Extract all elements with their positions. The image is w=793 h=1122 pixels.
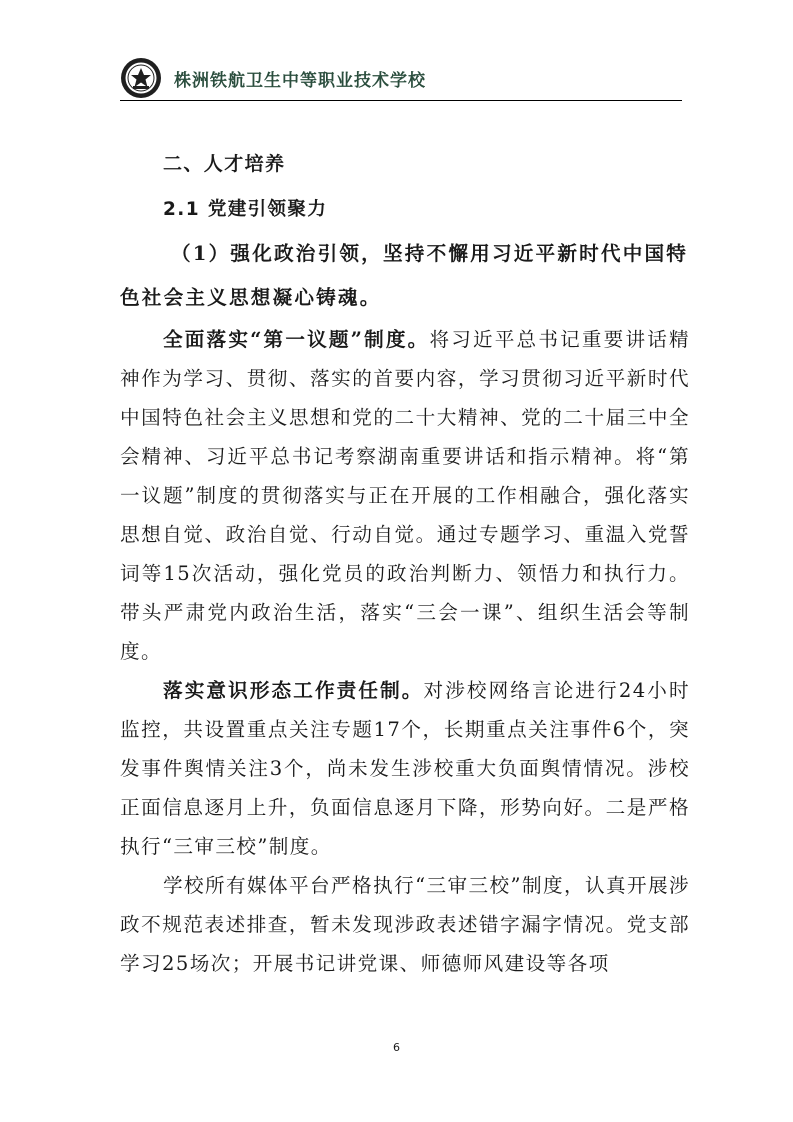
school-name: 株洲铁航卫生中等职业技术学校 bbox=[174, 70, 426, 91]
paragraph-lead: 全面落实“第一议题”制度。 bbox=[163, 328, 430, 351]
paragraph-lead: 落实意识形态工作责任制。 bbox=[163, 679, 424, 702]
page-header bbox=[120, 55, 680, 101]
paragraph-media-review bbox=[120, 866, 690, 983]
paragraph-text: 对涉校网络言论进行24小时监控，共设置重点关注专题17个，长期重点关注事件6个，突发事件舆情关注3个，尚未发生涉校重大负面舆情情况。涉校正面信息逐月上升，负面信息逐月下降，形势向好。二是严格执行“三审三校”制度。 bbox=[120, 679, 690, 858]
header-divider bbox=[120, 100, 682, 101]
paragraph-text: 学校所有媒体平台严格执行“三审三校”制度，认真开展涉政不规范表述排查，暂未发现涉政表述错字漏字情况。党支部学习25场次；开展书记讲党课、师德师风建设等各项 bbox=[120, 874, 690, 975]
subsection-heading-party-building: 2.1 党建引领聚力 bbox=[163, 199, 328, 220]
section-heading-talent-cultivation: 二、人才培养 bbox=[163, 153, 286, 175]
document-body bbox=[120, 140, 690, 983]
paragraph-ideology-responsibility bbox=[120, 671, 690, 866]
paragraph-first-agenda bbox=[120, 320, 690, 671]
item-heading-political-guidance: （1）强化政治引领，坚持不懈用习近平新时代中国特色社会主义思想凝心铸魂。 bbox=[120, 242, 689, 309]
page-number: 6 bbox=[393, 1041, 400, 1054]
school-logo-icon bbox=[120, 57, 162, 99]
paragraph-text: 将习近平总书记重要讲话精神作为学习、贯彻、落实的首要内容，学习贯彻习近平新时代中国特色社会主义思想和党的二十大精神、党的二十届三中全会精神、习近平总书记考察湖南重要讲话和指示精神。将“第一议题”制度的贯彻落实与正在开展的工作相融合，强化落实思想自觉、政治自觉、行动自觉。通过专题学习、重温入党誓词等15次活动，强化党员的政治判断力、领悟力和执行力。带头严肃党内政治生活，落实“三会一课”、组织生活会等制度。 bbox=[120, 328, 690, 663]
